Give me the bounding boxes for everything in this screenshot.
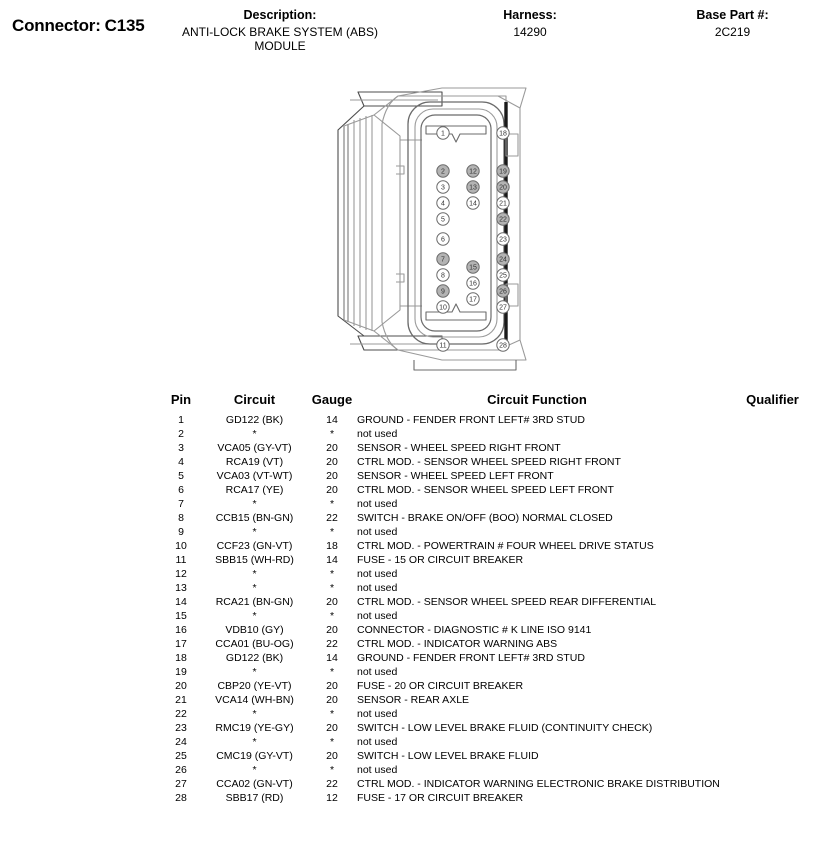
cell-circuit-function: SENSOR - WHEEL SPEED RIGHT FRONT [357, 442, 561, 454]
row-spacer [0, 651, 160, 665]
row-spacer [0, 763, 160, 777]
cell-qualifier [717, 469, 828, 483]
cell-pin: 23 [175, 722, 187, 734]
cell-circuit: CCA02 (GN-VT) [216, 778, 293, 790]
cell-qualifier [717, 497, 828, 511]
cell-gauge: 14 [326, 414, 338, 426]
cell-circuit: * [252, 610, 257, 622]
cell-circuit-function: CTRL MOD. - SENSOR WHEEL SPEED RIGHT FRONT [357, 456, 621, 468]
cell-pin: 19 [175, 666, 187, 678]
pin-number-26: 26 [499, 288, 507, 296]
row-spacer [0, 455, 160, 469]
row-spacer [0, 735, 160, 749]
cell-circuit-function: GROUND - FENDER FRONT LEFT# 3RD STUD [357, 652, 585, 664]
lower-mount-tab [358, 336, 442, 350]
harness-label: Harness: [503, 8, 557, 22]
row-spacer [0, 777, 160, 791]
pin-table [0, 392, 828, 805]
cell-circuit-function: not used [357, 582, 398, 594]
table-row [0, 763, 828, 777]
row-spacer [0, 693, 160, 707]
cell-gauge: 18 [326, 540, 338, 552]
cell-pin: 3 [178, 442, 184, 454]
cell-gauge: 20 [326, 694, 338, 706]
pin-number-15: 15 [469, 264, 477, 272]
cell-circuit: RCA19 (VT) [225, 456, 284, 468]
table-row [0, 693, 828, 707]
pin-number-19: 19 [499, 168, 507, 176]
pin-table-head [0, 392, 828, 413]
table-row [0, 595, 828, 609]
cell-circuit: RCA17 (YE) [225, 484, 284, 496]
base-part-label: Base Part #: [696, 8, 769, 22]
description-label: Description: [243, 8, 317, 22]
cell-qualifier [717, 651, 828, 665]
pin-cavity-5 [437, 213, 449, 225]
row-spacer [0, 707, 160, 721]
cell-circuit-function: SWITCH - LOW LEVEL BRAKE FLUID (CONTINUITY CHECK) [357, 722, 653, 734]
cell-circuit: VDB10 (GY) [225, 624, 284, 636]
table-row [0, 609, 828, 623]
cell-circuit: CBP20 (YE-VT) [217, 680, 292, 692]
pin-number-28: 28 [499, 342, 507, 350]
cell-circuit-function: CONNECTOR - DIAGNOSTIC # K LINE ISO 9141 [357, 624, 592, 636]
cell-circuit: * [252, 428, 257, 440]
cell-gauge: 20 [326, 722, 338, 734]
cell-circuit: CCA01 (BU-OG) [215, 638, 294, 650]
cell-pin: 18 [175, 652, 187, 664]
cell-circuit-function: CTRL MOD. - SENSOR WHEEL SPEED LEFT FRONT [357, 484, 614, 496]
spacer-cell [0, 392, 160, 413]
row-spacer [0, 581, 160, 595]
pin-cavity-26 [497, 285, 509, 297]
keyway-bottom [426, 304, 486, 320]
table-row [0, 427, 828, 441]
cell-pin: 17 [175, 638, 187, 650]
row-spacer [0, 469, 160, 483]
cell-circuit: * [252, 582, 257, 594]
pin-number-4: 4 [441, 200, 445, 208]
cell-circuit: * [252, 666, 257, 678]
boot-to-face-transition [374, 115, 400, 331]
table-row [0, 497, 828, 511]
cell-pin: 22 [175, 708, 187, 720]
cell-gauge: 22 [326, 512, 338, 524]
cell-gauge: 20 [326, 470, 338, 482]
pin-cavity-19 [497, 165, 509, 177]
cell-circuit: CCB15 (BN-GN) [215, 512, 294, 524]
cell-pin: 12 [175, 568, 187, 580]
pin-number-3: 3 [441, 184, 445, 192]
pin-cavity-20 [497, 181, 509, 193]
pin-number-20: 20 [499, 184, 507, 192]
cell-circuit: * [252, 708, 257, 720]
pin-number-6: 6 [441, 236, 445, 244]
cell-gauge: 22 [326, 778, 338, 790]
cell-qualifier [717, 763, 828, 777]
cell-qualifier [717, 693, 828, 707]
pin-cavity-15 [467, 261, 479, 273]
column-header-qualifier: Qualifier [746, 392, 799, 407]
bottom-base-block [414, 360, 516, 370]
cell-gauge: * [329, 498, 335, 510]
pin-table-header-row [0, 392, 828, 413]
cell-gauge: 14 [326, 652, 338, 664]
cell-circuit: CCF23 (GN-VT) [216, 540, 293, 552]
pin-number-1: 1 [441, 130, 445, 138]
cell-circuit-function: not used [357, 666, 398, 678]
cell-pin: 4 [178, 456, 184, 468]
cell-circuit-function: CTRL MOD. - SENSOR WHEEL SPEED REAR DIFFERENTIAL [357, 596, 657, 608]
connector-illustration-svg [330, 78, 560, 378]
cell-gauge: 22 [326, 638, 338, 650]
pin-number-22: 22 [499, 216, 507, 224]
cell-circuit: SBB17 (RD) [225, 792, 284, 804]
table-row [0, 413, 828, 427]
row-spacer [0, 539, 160, 553]
table-row [0, 581, 828, 595]
table-row [0, 777, 828, 791]
pin-cavity-21 [497, 197, 509, 209]
table-row [0, 539, 828, 553]
cell-gauge: * [329, 582, 335, 594]
pin-cavity-16 [467, 277, 479, 289]
pin-number-16: 16 [469, 280, 477, 288]
cell-gauge: 20 [326, 442, 338, 454]
pin-cavity-18 [497, 127, 509, 139]
pin-number-27: 27 [499, 304, 507, 312]
cell-qualifier [717, 749, 828, 763]
row-spacer [0, 413, 160, 427]
cell-pin: 6 [178, 484, 184, 496]
faceplate-outer [408, 102, 504, 344]
cell-circuit: VCA03 (VT-WT) [216, 470, 293, 482]
cell-gauge: * [329, 428, 335, 440]
cell-circuit-function: not used [357, 428, 398, 440]
table-row [0, 469, 828, 483]
cell-qualifier [717, 595, 828, 609]
table-row [0, 553, 828, 567]
cell-circuit: * [252, 568, 257, 580]
table-row [0, 749, 828, 763]
faceplate-rim [415, 109, 497, 337]
row-spacer [0, 497, 160, 511]
table-row [0, 567, 828, 581]
cell-qualifier [717, 427, 828, 441]
connector-label: Connector: [12, 16, 101, 35]
row-spacer [0, 553, 160, 567]
description-block [160, 8, 400, 53]
cell-circuit: GD122 (BK) [225, 414, 284, 426]
cell-circuit-function: CTRL MOD. - POWERTRAIN # FOUR WHEEL DRIVE STATUS [357, 540, 654, 552]
cell-pin: 24 [175, 736, 187, 748]
cell-circuit-function: SWITCH - BRAKE ON/OFF (BOO) NORMAL CLOSED [357, 512, 613, 524]
cell-qualifier [717, 637, 828, 651]
pin-number-2: 2 [441, 168, 445, 176]
pin-cavity-7 [437, 253, 449, 265]
pin-cavity-8 [437, 269, 449, 281]
cell-qualifier [717, 525, 828, 539]
table-row [0, 791, 828, 805]
cell-circuit: * [252, 764, 257, 776]
cell-pin: 8 [178, 512, 184, 524]
cell-pin: 13 [175, 582, 187, 594]
table-row [0, 525, 828, 539]
row-spacer [0, 721, 160, 735]
cell-gauge: 20 [326, 680, 338, 692]
pin-cavity-23 [497, 233, 509, 245]
cell-qualifier [717, 455, 828, 469]
cell-qualifier [717, 539, 828, 553]
column-header-circuit: Circuit [233, 392, 276, 407]
table-row [0, 441, 828, 455]
cell-qualifier [717, 581, 828, 595]
cell-qualifier [717, 413, 828, 427]
cell-circuit: RMC19 (YE-GY) [215, 722, 294, 734]
cell-gauge: * [329, 708, 335, 720]
pin-number-13: 13 [469, 184, 477, 192]
cell-circuit-function: FUSE - 20 OR CIRCUIT BREAKER [357, 680, 524, 692]
row-spacer [0, 637, 160, 651]
boot-bottom-edge [344, 320, 374, 331]
pin-number-5: 5 [441, 216, 445, 224]
table-row [0, 721, 828, 735]
cell-gauge: 20 [326, 624, 338, 636]
cell-circuit: CMC19 (GY-VT) [216, 750, 293, 762]
pin-cavity-6 [437, 233, 449, 245]
row-spacer [0, 567, 160, 581]
row-spacer [0, 595, 160, 609]
cell-circuit-function: not used [357, 526, 398, 538]
pin-number-10: 10 [439, 304, 447, 312]
cell-qualifier [717, 735, 828, 749]
cell-circuit: RCA21 (BN-GN) [215, 596, 294, 608]
pin-number-17: 17 [469, 296, 477, 304]
description-value: ANTI-LOCK BRAKE SYSTEM (ABS) MODULE [181, 25, 379, 53]
cell-pin: 16 [175, 624, 187, 636]
pin-cavity-11 [437, 339, 449, 351]
row-spacer [0, 525, 160, 539]
cell-gauge: * [329, 666, 335, 678]
row-spacer [0, 665, 160, 679]
cell-pin: 10 [175, 540, 187, 552]
table-row [0, 511, 828, 525]
cell-qualifier [717, 441, 828, 455]
cell-circuit-function: not used [357, 568, 398, 580]
cell-gauge: * [329, 736, 335, 748]
pin-cavity-2 [437, 165, 449, 177]
cell-circuit: SBB15 (WH-RD) [215, 554, 294, 566]
cell-pin: 28 [175, 792, 187, 804]
cell-pin: 5 [178, 470, 184, 482]
pin-table-container [0, 392, 828, 805]
base-part-block [640, 8, 825, 39]
cell-circuit-function: not used [357, 736, 398, 748]
cell-pin: 1 [178, 414, 184, 426]
cell-gauge: 20 [326, 596, 338, 608]
pin-cavity-9 [437, 285, 449, 297]
cell-circuit-function: not used [357, 764, 398, 776]
cell-circuit-function: SWITCH - LOW LEVEL BRAKE FLUID [357, 750, 539, 762]
cell-circuit: GD122 (BK) [225, 652, 284, 664]
cell-pin: 7 [178, 498, 184, 510]
base-part-value: 2C219 [714, 25, 751, 39]
table-row [0, 735, 828, 749]
column-header-gauge: Gauge [311, 392, 353, 407]
pin-number-11: 11 [439, 342, 447, 350]
cell-pin: 14 [175, 596, 187, 608]
cell-qualifier [717, 567, 828, 581]
pin-number-18: 18 [499, 130, 507, 138]
cell-qualifier [717, 609, 828, 623]
pin-cavity-12 [467, 165, 479, 177]
row-spacer [0, 427, 160, 441]
pin-table-body [0, 413, 828, 805]
pin-cavity-layer [437, 127, 509, 351]
cell-gauge: 20 [326, 484, 338, 496]
table-row [0, 665, 828, 679]
pin-cavity-17 [467, 293, 479, 305]
cell-circuit-function: not used [357, 498, 398, 510]
pin-number-21: 21 [499, 200, 507, 208]
cell-circuit-function: SENSOR - WHEEL SPEED LEFT FRONT [357, 470, 554, 482]
cell-gauge: 12 [326, 792, 338, 804]
table-row [0, 651, 828, 665]
table-row [0, 623, 828, 637]
connector-id: C135 [104, 16, 145, 35]
cell-circuit: * [252, 526, 257, 538]
connector-diagram [330, 78, 560, 378]
cell-circuit-function: FUSE - 17 OR CIRCUIT BREAKER [357, 792, 524, 804]
cell-qualifier [717, 553, 828, 567]
cell-circuit-function: SENSOR - REAR AXLE [357, 694, 470, 706]
cell-qualifier [717, 707, 828, 721]
pin-cavity-4 [437, 197, 449, 209]
harness-value: 14290 [513, 25, 547, 39]
keyway-top [426, 126, 486, 142]
cell-qualifier [717, 483, 828, 497]
cell-pin: 21 [175, 694, 187, 706]
pin-cavity-24 [497, 253, 509, 265]
pin-cavity-25 [497, 269, 509, 281]
cell-circuit-function: FUSE - 15 OR CIRCUIT BREAKER [357, 554, 524, 566]
upper-mount-tab [358, 92, 442, 106]
cell-pin: 11 [175, 554, 187, 566]
pin-number-24: 24 [499, 256, 507, 264]
pin-cavity-13 [467, 181, 479, 193]
cell-gauge: * [329, 526, 335, 538]
cell-circuit-function: CTRL MOD. - INDICATOR WARNING ABS [357, 638, 558, 650]
row-spacer [0, 609, 160, 623]
cell-qualifier [717, 665, 828, 679]
cell-circuit-function: GROUND - FENDER FRONT LEFT# 3RD STUD [357, 414, 585, 426]
pin-cavity-14 [467, 197, 479, 209]
cell-gauge: 20 [326, 456, 338, 468]
pin-number-7: 7 [441, 256, 445, 264]
cell-qualifier [717, 791, 828, 805]
row-spacer [0, 511, 160, 525]
table-row [0, 483, 828, 497]
cell-circuit: VCA14 (WH-BN) [215, 694, 294, 706]
cell-pin: 20 [175, 680, 187, 692]
cell-circuit-function: CTRL MOD. - INDICATOR WARNING ELECTRONIC BRAKE DISTRIBUTION [357, 778, 720, 790]
cell-pin: 27 [175, 778, 187, 790]
pin-number-9: 9 [441, 288, 445, 296]
pin-cavity-22 [497, 213, 509, 225]
table-row [0, 707, 828, 721]
faceplate-cavity [421, 115, 491, 331]
cell-gauge: * [329, 764, 335, 776]
cell-circuit-function: not used [357, 708, 398, 720]
table-row [0, 679, 828, 693]
cell-qualifier [717, 623, 828, 637]
cell-pin: 25 [175, 750, 187, 762]
cell-qualifier [717, 679, 828, 693]
cell-gauge: 14 [326, 554, 338, 566]
cell-gauge: 20 [326, 750, 338, 762]
pin-number-14: 14 [469, 200, 477, 208]
row-spacer [0, 623, 160, 637]
cell-qualifier [717, 777, 828, 791]
cell-qualifier [717, 511, 828, 525]
cell-pin: 2 [178, 428, 184, 440]
table-row [0, 637, 828, 651]
row-spacer [0, 483, 160, 497]
pin-number-8: 8 [441, 272, 445, 280]
column-header-function: Circuit Function [487, 392, 587, 407]
pin-cavity-10 [437, 301, 449, 313]
row-spacer [0, 791, 160, 805]
pin-number-23: 23 [499, 236, 507, 244]
row-spacer [0, 441, 160, 455]
cell-gauge: * [329, 568, 335, 580]
page-header [0, 0, 828, 78]
column-header-pin: Pin [170, 392, 192, 407]
pin-cavity-27 [497, 301, 509, 313]
harness-block [440, 8, 620, 39]
cell-circuit: VCA05 (GY-VT) [217, 442, 292, 454]
row-spacer [0, 749, 160, 763]
pin-cavity-28 [497, 339, 509, 351]
cell-circuit: * [252, 736, 257, 748]
row-spacer [0, 679, 160, 693]
pin-number-12: 12 [469, 168, 477, 176]
table-row [0, 455, 828, 469]
cell-circuit-function: not used [357, 610, 398, 622]
pin-cavity-1 [437, 127, 449, 139]
cell-pin: 15 [175, 610, 187, 622]
cell-qualifier [717, 721, 828, 735]
pin-number-25: 25 [499, 272, 507, 280]
cell-pin: 26 [175, 764, 187, 776]
pin-cavity-3 [437, 181, 449, 193]
cell-gauge: * [329, 610, 335, 622]
cell-circuit: * [252, 498, 257, 510]
cell-pin: 9 [178, 526, 184, 538]
